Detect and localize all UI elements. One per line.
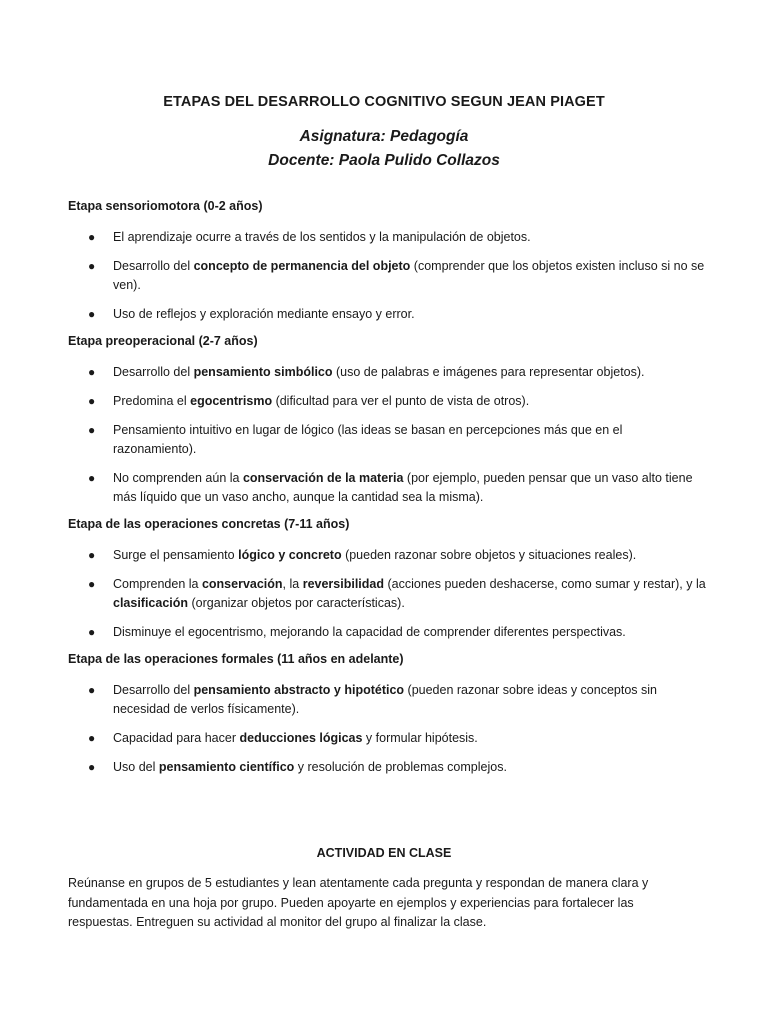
bullet-dot-icon: ● bbox=[88, 365, 96, 379]
bullet-dot-icon: ● bbox=[88, 259, 96, 273]
bullet-dot-icon: ● bbox=[88, 230, 96, 244]
document-title: ETAPAS DEL DESARROLLO COGNITIVO SEGUN JEAN PIAGET bbox=[163, 94, 605, 110]
subject-line: Asignatura: Pedagogía bbox=[299, 128, 469, 145]
activity-title: ACTIVIDAD EN CLASE bbox=[316, 846, 452, 860]
bullet-dot-icon: ● bbox=[88, 577, 96, 591]
section-heading-preoperacional: Etapa preoperacional (2-7 años) bbox=[68, 334, 258, 348]
bullet-dot-icon: ● bbox=[88, 760, 96, 774]
bullet-dot-icon: ● bbox=[88, 731, 96, 745]
bullet-dot-icon: ● bbox=[88, 423, 96, 437]
teacher-line: Docente: Paola Pulido Collazos bbox=[268, 152, 500, 169]
bullet-dot-icon: ● bbox=[88, 394, 96, 408]
bullet-dot-icon: ● bbox=[88, 307, 96, 321]
document-page: ETAPAS DEL DESARROLLO COGNITIVO SEGUN JEAN PIAGET Asignatura: Pedagogía Docente: Paola Pulido Collazos Etapa sensoriomotora (0-2 años) ● El aprendizaje ocurre a través de los sentidos y la manipulación de objetos. ● Desarrollo del concepto de permanencia del objeto (comprender que los objetos existen incluso si no se ven). ● Uso de reflejos y exploración mediante ensayo y error. Etapa preoperacional (2-7 años) ● Desarrollo del pensamiento simbólico (uso de palabras e imágenes para representar objetos). ● Predomina el egocentrismo (dificultad para ver el punto de vista de otros). ● Pensamiento intuitivo en lugar de lógico (las ideas se basan en percepciones más que en el razonamiento). ● No comprenden aún la conservación de la materia (por ejemplo, pueden pensar que un vaso alto tiene más líquido que un vaso ancho, aunque la cantidad sea la misma). Etapa de las operaciones concretas (7-11 años) ● Surge el pensamiento lógico y concreto (pueden razonar sobre objetos y situaciones reales). ● Comprenden la conservación, la reversibilidad (acciones pueden deshacerse, como sumar y restar), y la clasificación (organizar objetos por características). ● Disminuye el egocentrismo, mejorando la capacidad de comprender diferentes perspectivas. Etapa de las operaciones formales (11 años en adelante) ● Desarrollo del pensamiento abstracto y hipotético (pueden razonar sobre ideas y conceptos sin necesidad de verlos físicamente). ● Capacidad para hacer deducciones lógicas y formular hipótesis. ● Uso del pensamiento científico y resolución de problemas complejos. ACTIVIDAD EN CLASE Reúnanse en grupos de 5 estudiantes y lean atentamente cada pregunta y respondan de manera clara y fundamentada en una hoja por grupo. Pueden apoyarte en ejemplos y experiencias para fortalecer las respuestas. Entreguen su actividad al monitor del grupo al finalizar la clase. bbox=[0, 0, 768, 1024]
activity-instructions: Reúnanse en grupos de 5 estudiantes y lean atentamente cada pregunta y respondan de manera clara y fundamentada en una hoja por grupo. Pueden apoyarte en ejemplos y experiencias para fortalecer las respuestas. Entreguen su actividad al monitor del grupo al finalizar la clase. bbox=[68, 876, 649, 929]
bullet-dot-icon: ● bbox=[88, 625, 96, 639]
bullet-dot-icon: ● bbox=[88, 548, 96, 562]
bullet-dot-icon: ● bbox=[88, 471, 96, 485]
section-heading-operaciones-concretas: Etapa de las operaciones concretas (7-11 años) bbox=[68, 517, 350, 531]
section-heading-operaciones-formales: Etapa de las operaciones formales (11 años en adelante) bbox=[68, 652, 404, 666]
section-heading-sensoriomotora: Etapa sensoriomotora (0-2 años) bbox=[68, 199, 263, 213]
bullet-dot-icon: ● bbox=[88, 683, 96, 697]
